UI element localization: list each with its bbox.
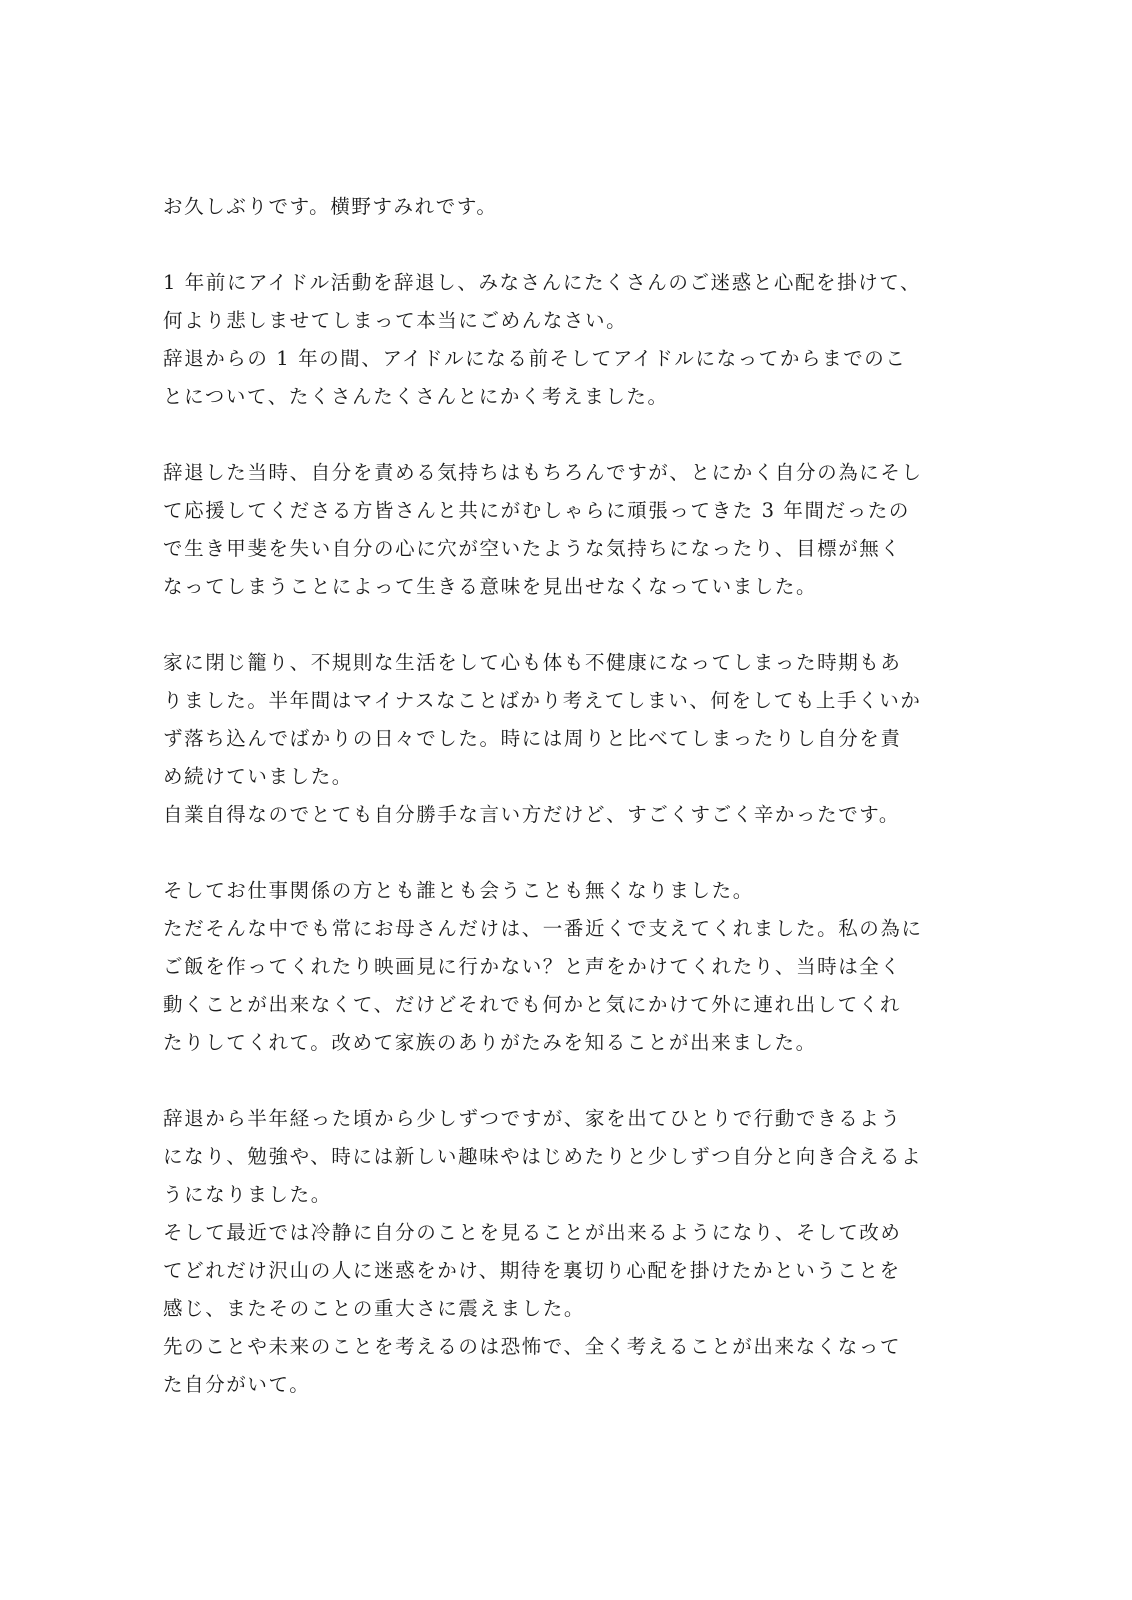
text-line: て応援してくださる方皆さんと共にがむしゃらに頑張ってきた 3 年間だったの: [163, 499, 911, 522]
blank-line: [163, 1062, 963, 1100]
text-line: なってしまうことによって生きる意味を見出せなくなっていました。: [163, 575, 818, 598]
text-line: 辞退からの 1 年の間、アイドルになる前そしてアイドルになってからまでのこ: [163, 347, 907, 370]
text-line: ただそんな中でも常にお母さんだけは、一番近くで支えてくれました。私の為に: [163, 917, 923, 940]
text-line: たりしてくれて。改めて家族のありがたみを知ることが出来ました。: [163, 1031, 817, 1054]
text-line: で生き甲斐を失い自分の心に穴が空いたような気持ちになったり、目標が無く: [163, 537, 902, 560]
text-line: た自分がいて。: [163, 1373, 311, 1396]
text-line: め続けていました。: [163, 765, 353, 788]
text-line: 動くことが出来なくて、だけどそれでも何かと気にかけて外に連れ出してくれ: [163, 993, 902, 1016]
blank-line: [163, 226, 963, 264]
text-line: お久しぶりです。横野すみれです。: [163, 195, 498, 218]
text-line: 先のことや未来のことを考えるのは恐怖で、全く考えることが出来なくなって: [163, 1335, 902, 1358]
text-line: 辞退から半年経った頃から少しずつですが、家を出てひとりで行動できるよう: [163, 1107, 902, 1130]
text-line: とについて、たくさんたくさんとにかく考えました。: [163, 385, 669, 408]
text-line: そしてお仕事関係の方とも誰とも会うことも無くなりました。: [163, 879, 754, 902]
text-line: ご飯を作ってくれたり映画見に行かない？と声をかけてくれたり、当時は全く: [163, 955, 902, 978]
text-line: りました。半年間はマイナスなことばかり考えてしまい、何をしても上手くいか: [163, 689, 922, 712]
blank-line: [163, 606, 963, 644]
blank-line: [163, 834, 963, 872]
text-line: 何より悲しませてしまって本当にごめんなさい。: [163, 309, 628, 332]
text-line: ず落ち込んでばかりの日々でした。時には周りと比べてしまったりし自分を責: [163, 727, 902, 750]
text-line: 1 年前にアイドル活動を辞退し、みなさんにたくさんのご迷惑と心配を掛けて、: [163, 271, 922, 294]
text-line: 感じ、またそのことの重大さに震えました。: [163, 1297, 586, 1320]
text-line: になり、勉強や、時には新しい趣味やはじめたりと少しずつ自分と向き合えるよ: [163, 1145, 923, 1168]
text-line: てどれだけ沢山の人に迷惑をかけ、期待を裏切り心配を掛けたかということを: [163, 1259, 901, 1282]
text-line: 家に閉じ籠り、不規則な生活をして心も体も不健康になってしまった時期もあ: [163, 651, 902, 674]
text-line: 自業自得なのでとても自分勝手な言い方だけど、すごくすごく辛かったです。: [163, 803, 900, 826]
blank-line: [163, 416, 963, 454]
text-line: 辞退した当時、自分を責める気持ちはもちろんですが、とにかく自分の為にそし: [163, 461, 923, 484]
text-line: うになりました。: [163, 1183, 332, 1206]
letter-body: [163, 188, 963, 1404]
text-line: そして最近では冷静に自分のことを見ることが出来るようになり、そして改め: [163, 1221, 902, 1244]
